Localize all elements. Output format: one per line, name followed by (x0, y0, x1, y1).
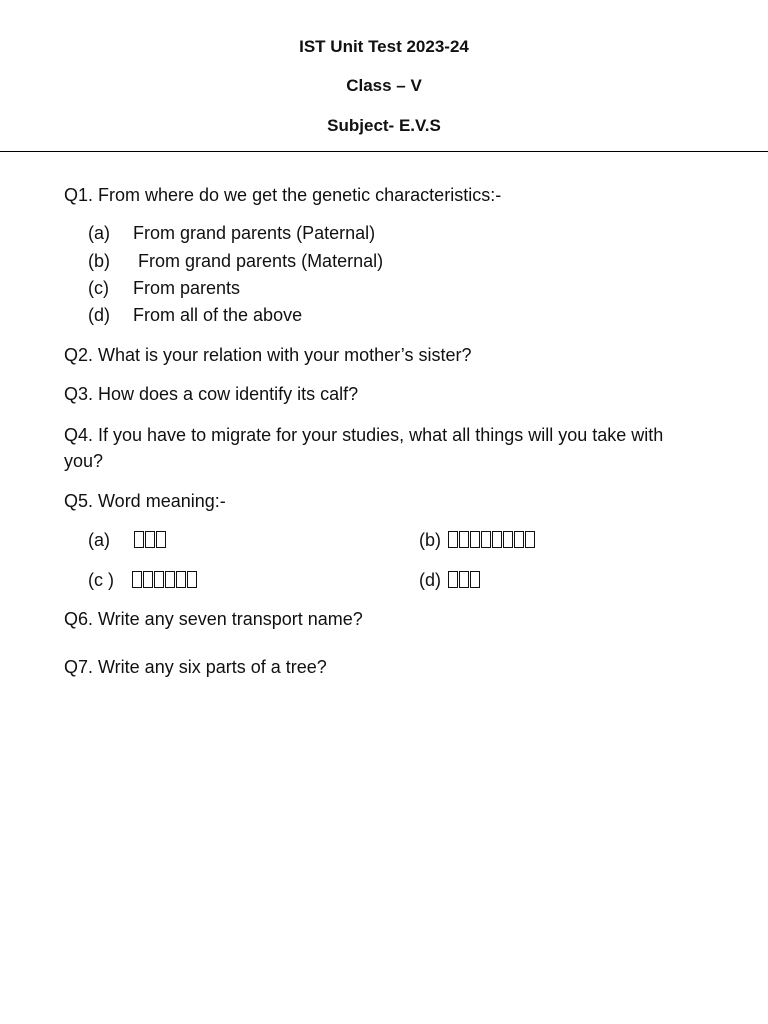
q5-item-c-word (132, 571, 198, 593)
header-divider (0, 151, 768, 152)
missing-glyph-box (492, 531, 502, 548)
missing-glyph-box (187, 571, 197, 588)
missing-glyph-box (176, 571, 186, 588)
missing-glyph-box (525, 531, 535, 548)
q1-option-a-text: From grand parents (Paternal) (133, 223, 376, 243)
q1-option-a-letter: (a) (88, 223, 110, 243)
missing-glyph-box (448, 531, 458, 548)
class-label: Class – V (346, 76, 422, 95)
question-4: Q4. If you have to migrate for your studies, what all things will you take with you? (64, 425, 664, 471)
question-2: Q2. What is your relation with your mother’s sister? (64, 345, 472, 365)
q5-item-d-word (448, 571, 481, 593)
missing-glyph-box (470, 571, 480, 588)
q1-option-b-text: From grand parents (Maternal) (133, 251, 384, 271)
missing-glyph-box (143, 571, 153, 588)
q5-item-a-letter: (a) (88, 530, 110, 550)
test-title: IST Unit Test 2023-24 (299, 37, 469, 56)
missing-glyph-box (470, 531, 480, 548)
missing-glyph-box (481, 531, 491, 548)
subject-label: Subject- E.V.S (327, 116, 441, 135)
question-7: Q7. Write any six parts of a tree? (64, 657, 327, 677)
q5-item-b-word (448, 531, 536, 553)
question-5: Q5. Word meaning:- (64, 491, 226, 511)
missing-glyph-box (459, 571, 469, 588)
q5-item-d-letter: (d) (419, 570, 441, 590)
missing-glyph-box (459, 531, 469, 548)
missing-glyph-box (514, 531, 524, 548)
question-1: Q1. From where do we get the genetic characteristics:- (64, 185, 502, 205)
missing-glyph-box (165, 571, 175, 588)
question-6: Q6. Write any seven transport name? (64, 609, 363, 629)
q1-option-c-text: From parents (133, 278, 241, 298)
q1-option-c-letter: (c) (88, 278, 109, 298)
q1-option-d-text: From all of the above (133, 305, 303, 325)
q5-item-a-word (134, 531, 167, 553)
q1-option-d-letter: (d) (88, 305, 110, 325)
q1-option-b-letter: (b) (88, 251, 110, 271)
missing-glyph-box (503, 531, 513, 548)
missing-glyph-box (134, 531, 144, 548)
missing-glyph-box (156, 531, 166, 548)
missing-glyph-box (154, 571, 164, 588)
question-3: Q3. How does a cow identify its calf? (64, 384, 359, 404)
missing-glyph-box (132, 571, 142, 588)
q5-item-b-letter: (b) (419, 530, 441, 550)
q5-item-c-letter: (c ) (88, 570, 114, 590)
missing-glyph-box (145, 531, 155, 548)
missing-glyph-box (448, 571, 458, 588)
